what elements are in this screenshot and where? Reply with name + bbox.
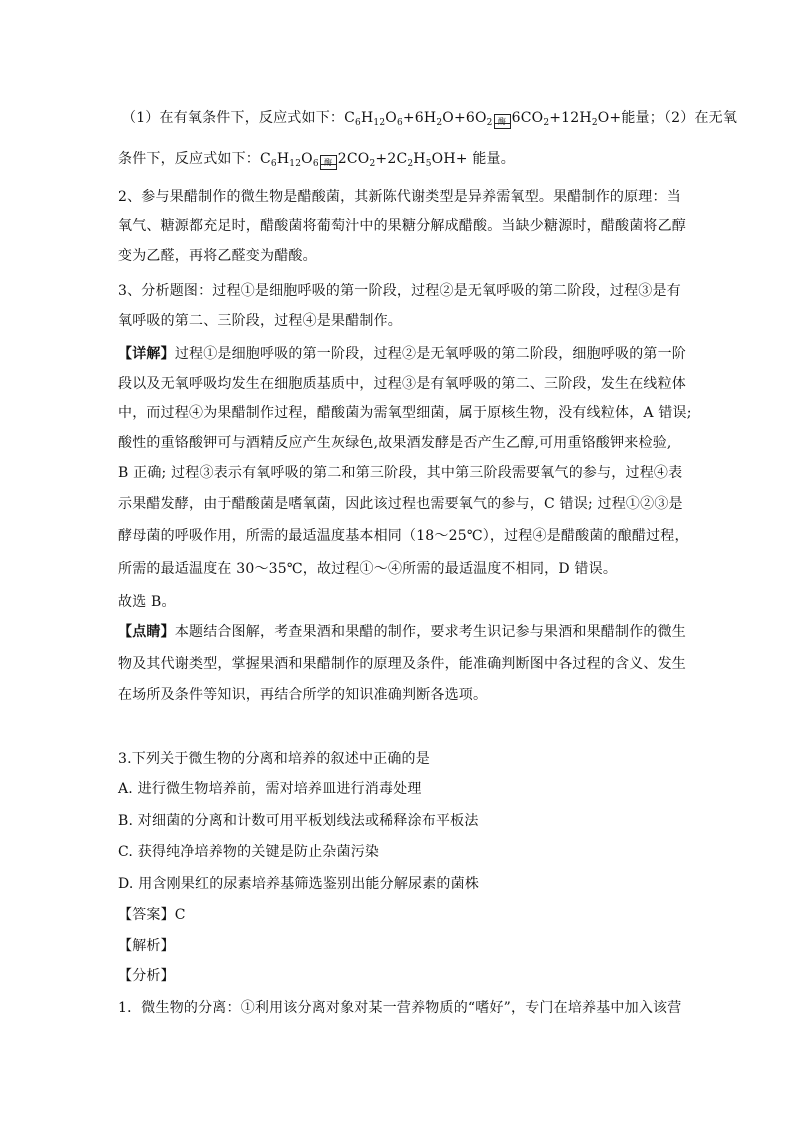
analysis-point1: 1．微生物的分离：①利用该分离对象对某一营养物质的“嗜好”，专门在培养基中加入该营 [118,1000,682,1016]
point2-line: 变为乙醛，再将乙醛变为醋酸。 [118,248,317,264]
question-option-a: A. 进行微生物培养前，需对培养皿进行消毒处理 [118,781,422,797]
detail-line: 【详解】过程①是细胞呼吸的第一阶段，过程②是无氧呼吸的第二阶段，细胞呼吸的第一阶 [118,346,687,362]
comment-line: 【点睛】本题结合图解，考查果酒和果醋的制作，要求考生识记参与果酒和果醋制作的微生 [118,624,687,640]
detail-line: 段以及无氧呼吸均发生在细胞质基质中，过程③是有氧呼吸的第二、三阶段，发生在线粒体 [118,376,686,392]
detail-line: 中，而过程④为果醋制作过程，醋酸菌为需氧型细菌，属于原核生物，没有线粒体，A 错误; [118,405,692,421]
question-option-c: C. 获得纯净培养物的关键是防止杂菌污染 [118,844,380,860]
point3-line: 氧呼吸的第二、三阶段，过程④是果醋制作。 [118,313,402,329]
point3-line: 3、分析题图：过程①是细胞呼吸的第一阶段，过程②是无氧呼吸的第二阶段，过程③是有 [118,283,681,299]
detail-line: B 正确; 过程③表示有氧呼吸的第二和第三阶段，其中第三阶段需要氧气的参与，过程④表 [118,465,683,481]
detail-conclusion: 故选 B。 [118,594,176,610]
anaerobic-equation: 条件下，反应式如下：$C_6H_{12}O_6$ 酶 $2CO_2+2C_2H_5OH+$ 能量。 [118,151,515,169]
answer-label: 【答案】C [118,907,186,923]
aerobic-equation: （1）在有氧条件下，反应式如下：$C_6H_{12}O_6+6H_2O+6O_2$ 酶 $6CO_2+12H_2O+$能量；（2）在无氧 [122,110,738,128]
question-option-b: B. 对细菌的分离和计数可用平板划线法或稀释涂布平板法 [118,813,479,829]
enzyme-arrow-box: 酶 [494,114,511,129]
question-stem: 3.下列关于微生物的分离和培养的叙述中正确的是 [118,751,430,767]
detail-line: 酸性的重铬酸钾可与酒精反应产生灰绿色,故果酒发酵是否产生乙醇,可用重铬酸钾来检验, [118,435,672,451]
analysis-sub-label: 【分析】 [118,968,175,984]
comment-line: 物及其代谢类型，掌握果酒和果醋制作的原理及条件，能准确判断图中各过程的含义、发生 [118,656,686,672]
point2-line: 氧气、糖源都充足时，醋酸菌将葡萄汁中的果糖分解成醋酸。当缺少糖源时，醋酸菌将乙醇 [118,218,686,234]
enzyme-arrow-box: 酶 [320,155,337,170]
question-option-d: D. 用含刚果红的尿素培养基筛选鉴别出能分解尿素的菌株 [118,876,480,892]
detail-line: 示果醋发酵，由于醋酸菌是嗜氧菌，因此该过程也需要氧气的参与，C 错误; 过程①②③是 [118,496,683,512]
comment-line: 在场所及条件等知识，再结合所学的知识准确判断各选项。 [118,687,488,703]
detail-label: 【详解】 [118,346,175,362]
comment-label: 【点睛】 [118,624,175,640]
analysis-label: 【解析】 [118,938,175,954]
detail-line: 酵母菌的呼吸作用，所需的最适温度基本相同（18～25℃），过程④是醋酸菌的酿醋过程， [118,528,689,544]
detail-line: 所需的最适温度在 30～35℃，故过程①～④所需的最适温度不相同，D 错误。 [118,561,618,577]
point2-line: 2、参与果醋制作的微生物是醋酸菌，其新陈代谢类型是异养需氧型。果醋制作的原理：当 [118,189,681,205]
